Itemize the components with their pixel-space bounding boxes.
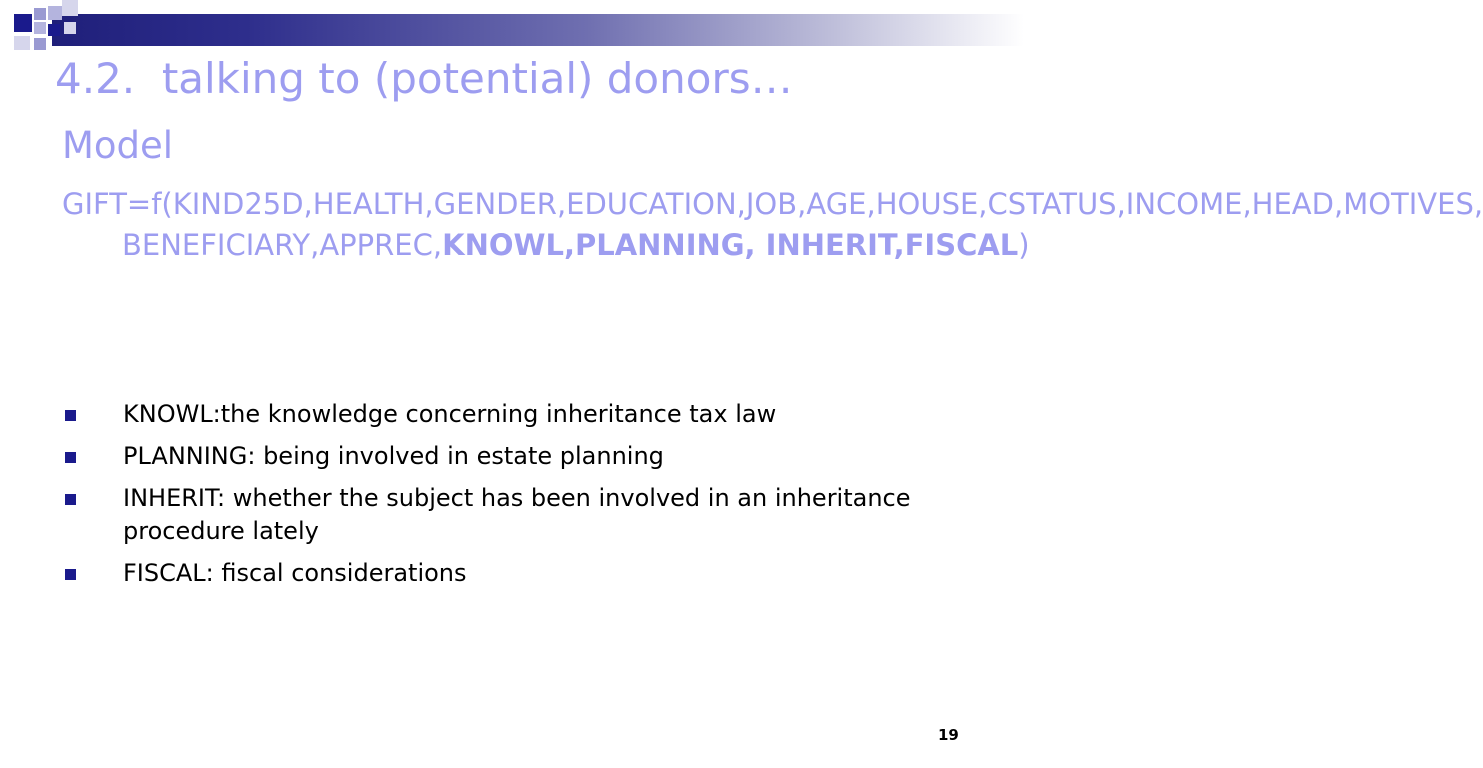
list-item <box>62 398 962 431</box>
list-item <box>62 440 962 473</box>
variable-definition-list <box>62 398 962 599</box>
slide-subtitle: Model <box>62 124 174 167</box>
square-bullet-icon <box>65 410 76 421</box>
formula-bold-part: KNOWL,PLANNING, INHERIT,FISCAL <box>442 228 1019 262</box>
square-bullet-icon <box>65 569 76 580</box>
square-bullet-icon <box>65 494 76 505</box>
title-text: talking to (potential) donors… <box>161 54 793 103</box>
page-number: 19 <box>938 726 959 744</box>
list-item-text: INHERIT: whether the subject has been involved in an inheritance procedure lately <box>123 484 911 545</box>
header-gradient-bar <box>52 14 1024 46</box>
formula-closing-paren: ) <box>1018 228 1030 262</box>
title-number: 4.2. <box>55 54 136 103</box>
list-item-text: PLANNING: being involved in estate planning <box>123 442 664 470</box>
formula-plain-part: GIFT=f(KIND25D,HEALTH,GENDER,EDUCATION,JOB,AGE,HOUSE,CSTATUS,INCOME,HEAD,MOTIVES, BENEFICIARY,APPREC, <box>62 187 1483 262</box>
list-item-text: KNOWL:the knowledge concerning inheritance tax law <box>123 400 777 428</box>
square-bullet-icon <box>65 452 76 463</box>
list-item <box>62 482 962 548</box>
slide-title <box>55 54 793 103</box>
list-item-text: FISCAL: fiscal considerations <box>123 559 467 587</box>
list-item <box>62 557 962 590</box>
model-formula <box>62 184 1483 266</box>
